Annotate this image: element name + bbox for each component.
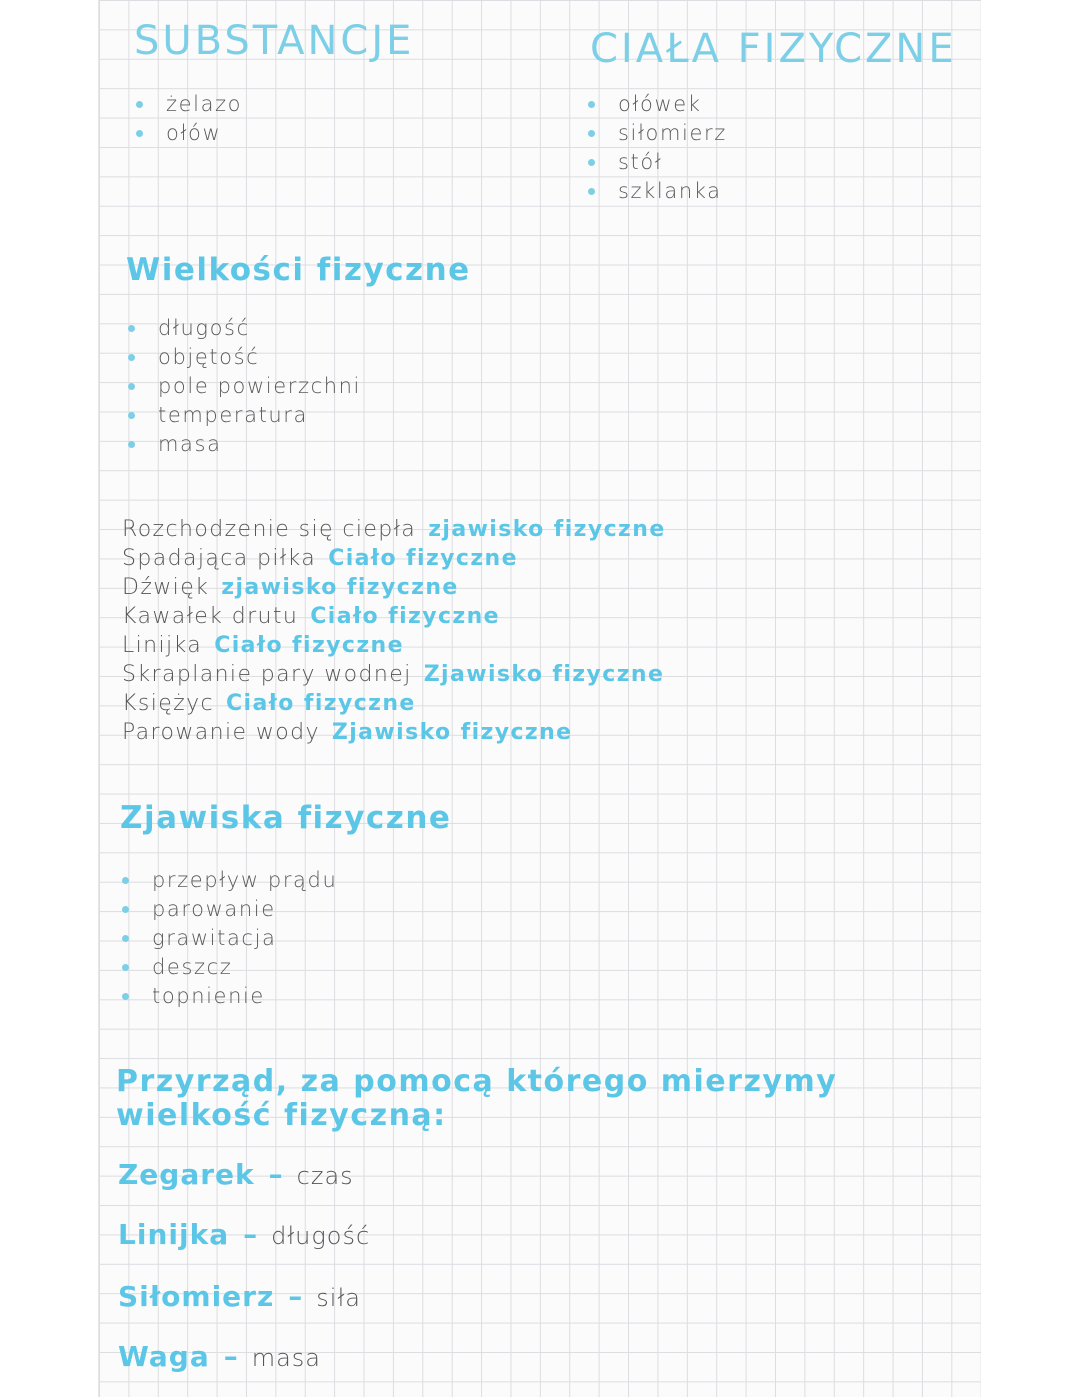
example-row: Księżyc Ciało fizyczne <box>122 691 416 716</box>
ciala-list <box>588 90 727 206</box>
list-item: objętość <box>128 343 361 372</box>
przyrzad-heading-line1: Przyrząd, za pomocą którego mierzymy <box>116 1064 838 1099</box>
list-item: ołów <box>136 119 242 148</box>
zjawiska-heading: Zjawiska fizyczne <box>120 800 452 836</box>
bullet-icon <box>128 325 135 332</box>
list-item: grawitacja <box>122 924 337 953</box>
instrument-row: Linijka – długość <box>118 1218 371 1251</box>
list-item: pole powierzchni <box>128 372 361 401</box>
bullet-icon <box>128 354 135 361</box>
wielkosci-list <box>128 314 361 459</box>
bullet-icon <box>122 935 129 942</box>
ciala-heading: CIAŁA FIZYCZNE <box>590 26 957 72</box>
list-item: przepływ prądu <box>122 866 337 895</box>
examples-block <box>122 515 666 747</box>
wielkosci-heading: Wielkości fizyczne <box>126 252 471 288</box>
instrument-row: Zegarek – czas <box>118 1158 354 1191</box>
bullet-icon <box>122 964 129 971</box>
example-row: Linijka Ciało fizyczne <box>122 633 404 658</box>
example-row: Rozchodzenie się ciepła zjawisko fizyczne <box>122 517 666 542</box>
list-item: ołówek <box>588 90 727 119</box>
list-item: parowanie <box>122 895 337 924</box>
list-item: temperatura <box>128 401 361 430</box>
bullet-icon <box>128 441 135 448</box>
bullet-icon <box>122 906 129 913</box>
example-row: Spadająca piłka Ciało fizyczne <box>122 546 518 571</box>
przyrzad-heading-line2: wielkość fizyczną: <box>116 1098 447 1133</box>
list-item: topnienie <box>122 982 337 1011</box>
bullet-icon <box>588 188 595 195</box>
bullet-icon <box>122 877 129 884</box>
list-item: deszcz <box>122 953 337 982</box>
bullet-icon <box>136 101 143 108</box>
bullet-icon <box>588 101 595 108</box>
bullet-icon <box>128 412 135 419</box>
bullet-icon <box>136 130 143 137</box>
list-item: żelazo <box>136 90 242 119</box>
substancje-heading: SUBSTANCJE <box>134 18 415 64</box>
list-item: szklanka <box>588 177 727 206</box>
list-item: masa <box>128 430 361 459</box>
example-row: Dźwięk zjawisko fizyczne <box>122 575 459 600</box>
example-row: Kawałek drutu Ciało fizyczne <box>122 604 501 629</box>
zjawiska-list <box>122 866 337 1011</box>
list-item: siłomierz <box>588 119 727 148</box>
example-row: Skraplanie pary wodnej Zjawisko fizyczne <box>122 662 665 687</box>
list-item: długość <box>128 314 361 343</box>
substancje-list <box>136 90 242 148</box>
example-row: Parowanie wody Zjawisko fizyczne <box>122 720 573 745</box>
bullet-icon <box>122 993 129 1000</box>
instrument-row: Waga – masa <box>118 1340 322 1373</box>
bullet-icon <box>588 130 595 137</box>
instrument-row: Siłomierz – siła <box>118 1280 361 1313</box>
bullet-icon <box>588 159 595 166</box>
list-item: stół <box>588 148 727 177</box>
bullet-icon <box>128 383 135 390</box>
